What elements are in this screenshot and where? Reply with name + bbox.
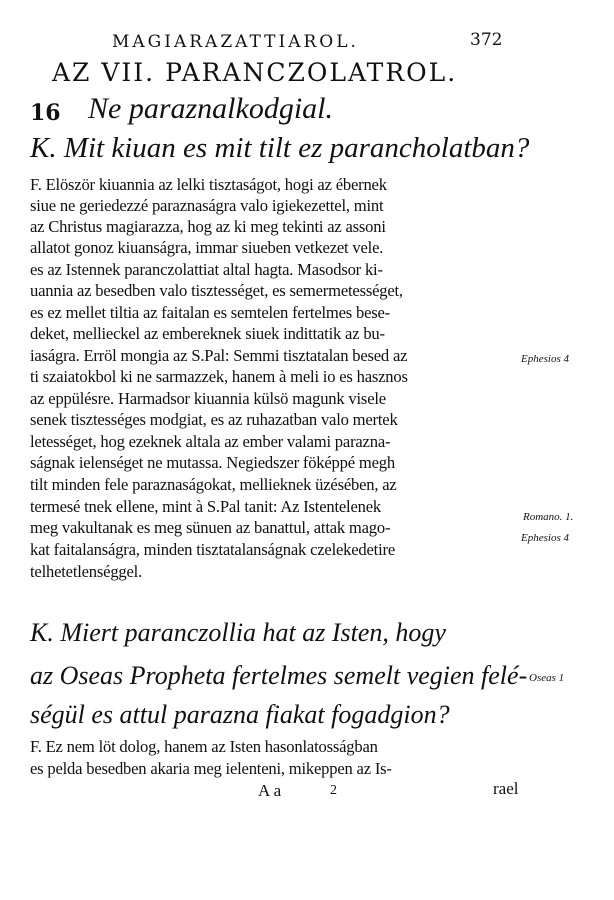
margin-note-oseas: Oseas 1 — [529, 672, 565, 684]
answer-line: ti szaiatokbol ki ne sarmazzek, hanem à meli io es hasznos — [30, 367, 408, 386]
signature-mark: A a — [258, 781, 282, 800]
question-line: K. Miert paranczollia hat az Isten, hogy — [30, 618, 446, 647]
margin-note-ephesians: Ephesios 4 — [521, 353, 569, 365]
margin-note-ephesians: Ephesios 4 — [521, 532, 569, 544]
section-number: 16 — [30, 100, 61, 126]
answer-line: senek tisztességes modgiat, es az ruhazatban valo mertek — [30, 410, 398, 429]
answer-line: F. Elöször kiuannia az lelki tisztaságot, hogi az ébernek — [30, 175, 387, 194]
answer-line: letességet, hog ezeknek altala az ember valami parazna- — [30, 432, 391, 451]
answer-line: es pelda besedben akaria meg ielenteni, mikeppen az Is- — [30, 759, 392, 778]
answer-line: telhetetlenséggel. — [30, 562, 143, 581]
answer-line: kat faitalanságra, minden tisztatalanságnak czelekedetire — [30, 540, 395, 559]
answer-line: uannia az besedben valo tisztességet, es semermetességet, — [30, 281, 403, 300]
answer-line: deket, mellieckel az embereknek siuek indittatik az bu- — [30, 324, 385, 343]
answer-line: az Christus magiarazza, hog az ki meg tekinti az assoni — [30, 217, 386, 236]
answer-line: F. Ez nem löt dolog, hanem az Isten hasonlatosságban — [30, 737, 378, 756]
answer-line: es ez mellet tiltia az faitalan es semtelen fertelmes bese- — [30, 303, 390, 322]
answer-line: meg vakultanak es meg sünuen az banattul, attak mago- — [30, 518, 391, 537]
signature-number: 2 — [330, 783, 337, 798]
answer-line: siue ne geriedezzé paraznaságra valo igiekezettel, mint — [30, 196, 384, 215]
question-line: ségül es attul parazna fiakat fogadgion? — [30, 700, 450, 729]
page-number: 372 — [470, 30, 503, 50]
answer-line: iaságra. Erröl mongia az S.Pal: Semmi tisztatalan besed az — [30, 346, 408, 365]
answer-line: ságnak ielenséget ne mutassa. Negiedszer föképpé megh — [30, 453, 395, 472]
answer-line: az eppülésre. Harmadsor kiuannia külsö magunk visele — [30, 389, 386, 408]
question-1: K. Mit kiuan es mit tilt ez parancholatban? — [30, 132, 530, 164]
question-line: az Oseas Propheta fertelmes semelt vegien felé- — [30, 661, 528, 690]
section-heading: Ne paraznalkodgial. — [88, 92, 333, 125]
margin-note-romans: Romano. 1. — [523, 511, 574, 523]
chapter-title: AZ VII. PARANCZOLATROL. — [52, 58, 458, 87]
running-title: MAGIARAZATTIAROL. — [112, 32, 359, 52]
answer-line: tilt minden fele paraznaságokat, mellieknek üzésében, az — [30, 475, 397, 494]
answer-line: es az Istennek paranczolattiat altal hagta. Masodsor ki- — [30, 260, 383, 279]
answer-line: termesé tnek ellene, mint à S.Pal tanit: Az Istentelenek — [30, 497, 381, 516]
catchword: rael — [493, 779, 519, 798]
answer-line: allatot gonoz kiuanságra, immar siueben vetkezet vele. — [30, 238, 384, 257]
